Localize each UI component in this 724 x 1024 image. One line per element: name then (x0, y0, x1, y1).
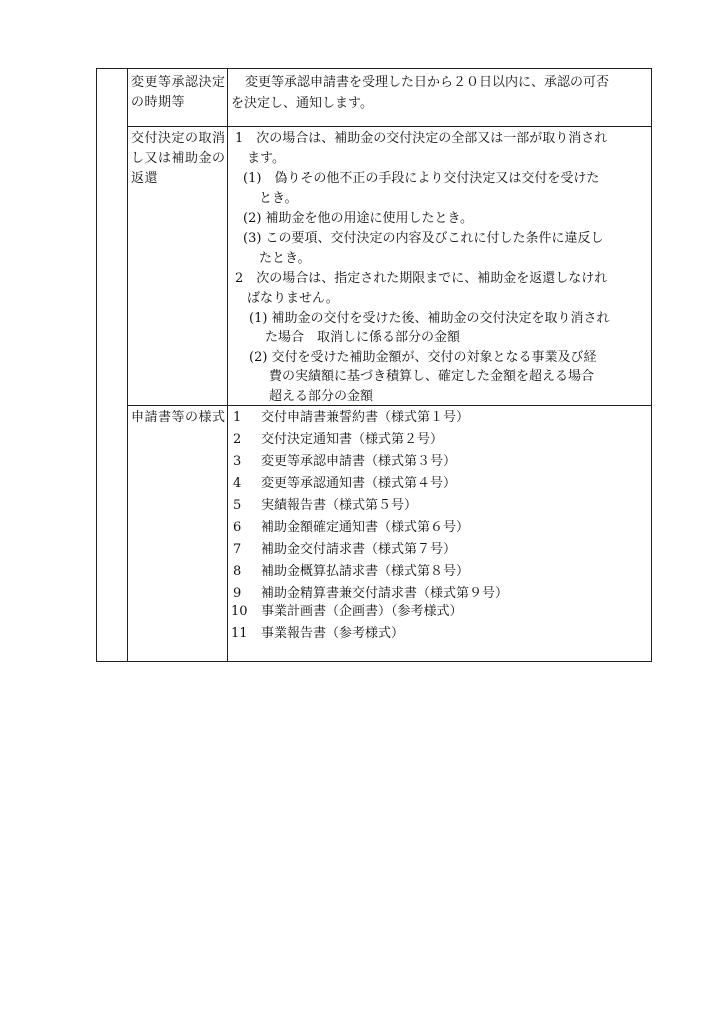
row-divider-2 (127, 405, 651, 406)
form-item-7-text: 補助金交付請求書（様式第７号） (261, 542, 457, 557)
cancellation-line-11: た場合 取消しに係る部分の金額 (265, 330, 461, 345)
form-item-8-text: 補助金概算払請求書（様式第８号） (261, 564, 470, 579)
form-item-1-text: 交付申請書兼誓約書（様式第１号） (261, 410, 470, 425)
form-item-4-number: 4 (233, 476, 242, 491)
row-label-forms: 申請書等の様式 (131, 410, 226, 425)
form-item-4-text: 変更等承認通知書（様式第４号） (261, 476, 457, 491)
column-divider-1 (127, 69, 128, 661)
cancellation-line-8: 2 次の場合は、指定された期限までに、補助金を返還しなけれ (235, 271, 608, 286)
conditions-table (96, 68, 652, 662)
cancellation-line-12: (2) 交付を受けた補助金額が、交付の対象となる事業及び経 (249, 350, 597, 365)
form-item-9-number: 9 (233, 586, 242, 601)
form-item-10-number: 10 (231, 604, 248, 619)
form-item-10-text: 事業計画書（企画書）（参考様式） (261, 604, 463, 619)
cancellation-line-14: 超える部分の金額 (269, 389, 374, 404)
cancellation-line-7: たとき。 (259, 251, 311, 266)
form-item-5-text: 実績報告書（様式第５号） (261, 498, 418, 513)
form-item-11-text: 事業報告書（参考様式） (261, 626, 405, 641)
form-item-8-number: 8 (233, 564, 242, 579)
form-item-5-number: 5 (233, 498, 242, 513)
form-item-2-text: 交付決定通知書（様式第２号） (261, 432, 444, 447)
cancellation-line-10: (1) 補助金の交付を受けた後、補助金の交付決定を取り消され (249, 311, 610, 326)
form-item-2-number: 2 (233, 432, 242, 447)
form-item-3-number: 3 (233, 454, 242, 469)
cancellation-line-13: 費の実績額に基づき積算し、確定した金額を超える場合 (269, 369, 595, 384)
approval-timing-line-2: を決定し、通知します。 (231, 96, 373, 111)
cancellation-line-1: 1 次の場合は、補助金の交付決定の全部又は一部が取り消され (235, 131, 608, 146)
form-item-6-text: 補助金額確定通知書（様式第６号） (261, 520, 470, 535)
form-item-3-text: 変更等承認申請書（様式第３号） (261, 454, 457, 469)
cancellation-line-5: (2) 補助金を他の用途に使用したとき。 (243, 211, 474, 226)
row-divider-1 (127, 126, 651, 127)
cancellation-line-2: ます。 (247, 151, 285, 166)
cancellation-line-9: ばなりません。 (247, 291, 339, 306)
row-label-cancellation: 交付決定の取消し又は補助金の返還 (131, 131, 226, 186)
form-item-9-text: 補助金精算書兼交付請求書（様式第９号） (261, 586, 509, 601)
form-item-7-number: 7 (233, 542, 242, 557)
cancellation-line-4: とき。 (259, 191, 298, 206)
form-item-1-number: 1 (233, 410, 242, 425)
cancellation-line-6: (3) この要項、交付決定の内容及びこれに付した条件に違反し (243, 231, 604, 246)
cancellation-line-3: (1) 偽りその他不正の手段により交付決定又は交付を受けた (243, 171, 600, 186)
form-item-6-number: 6 (233, 520, 242, 535)
approval-timing-line-1: 変更等承認申請書を受理した日から２０日以内に、承認の可否 (245, 75, 610, 90)
row-label-approval-timing: 変更等承認決定の時期等 (131, 75, 226, 110)
form-item-11-number: 11 (231, 626, 248, 641)
